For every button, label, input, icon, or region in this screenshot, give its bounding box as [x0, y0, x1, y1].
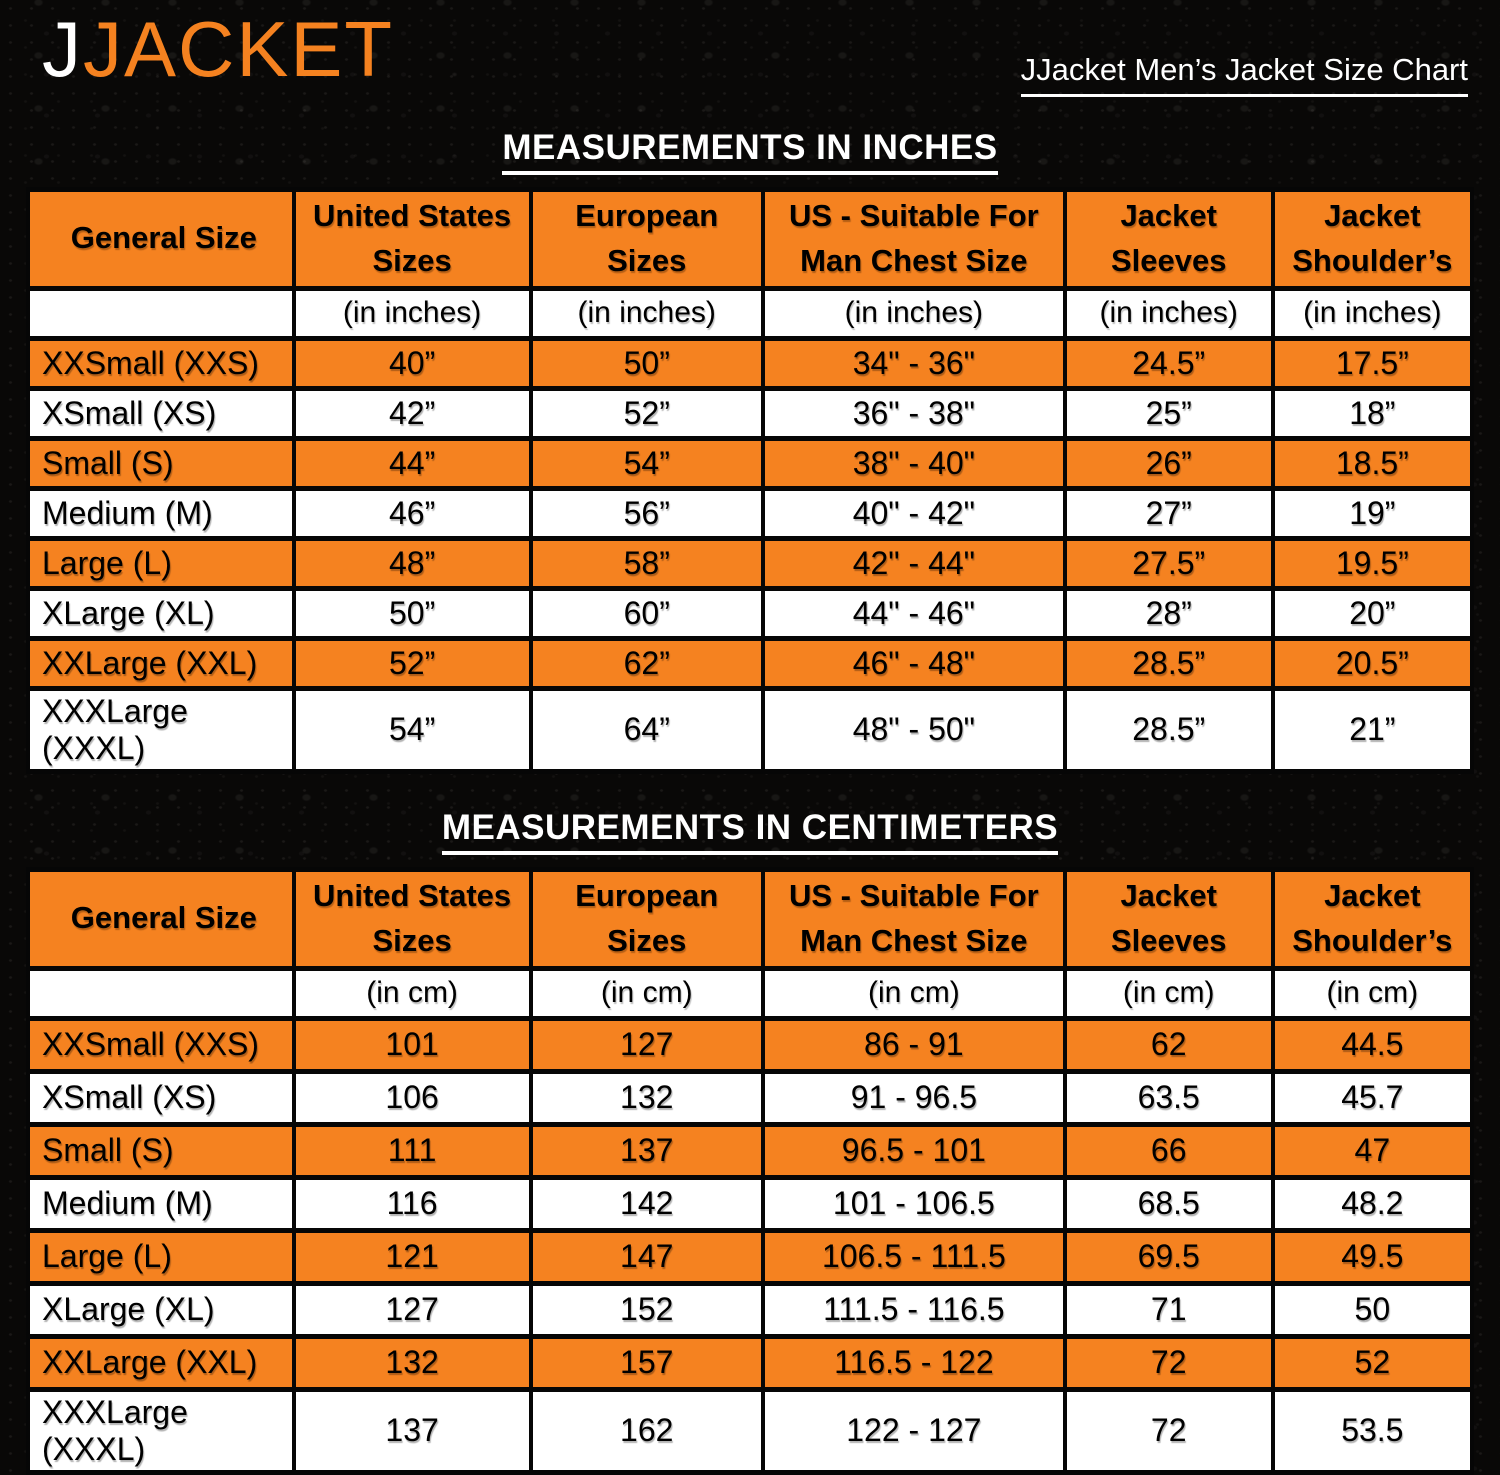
value-cell: 24.5”	[1065, 338, 1273, 388]
value-cell: 53.5	[1273, 1389, 1472, 1472]
value-cell: 18.5”	[1273, 438, 1472, 488]
unit-label-cell: (in inches)	[1273, 288, 1472, 338]
size-label-cell: Small (S)	[28, 1124, 294, 1177]
table-row	[28, 1018, 1472, 1071]
table-row	[28, 538, 1472, 588]
value-cell: 21”	[1273, 688, 1472, 771]
table-row	[28, 1071, 1472, 1124]
value-cell: 142	[531, 1177, 763, 1230]
size-label-cell: XLarge (XL)	[28, 1283, 294, 1336]
value-cell: 127	[531, 1018, 763, 1071]
col-header-chest-size: US - Suitable For Man Chest Size	[763, 869, 1065, 968]
value-cell: 38" - 40"	[763, 438, 1065, 488]
value-cell: 40”	[294, 338, 531, 388]
inches-header-row	[28, 190, 1472, 289]
value-cell: 40" - 42"	[763, 488, 1065, 538]
table-row	[28, 688, 1472, 771]
value-cell: 34" - 36"	[763, 338, 1065, 388]
value-cell: 69.5	[1065, 1230, 1273, 1283]
value-cell: 27”	[1065, 488, 1273, 538]
size-label-cell: XXSmall (XXS)	[28, 338, 294, 388]
size-label-cell: XXXLarge (XXXL)	[28, 1389, 294, 1472]
value-cell: 62”	[531, 638, 763, 688]
table-row	[28, 638, 1472, 688]
brand-logo	[42, 5, 395, 93]
value-cell: 111.5 - 116.5	[763, 1283, 1065, 1336]
value-cell: 132	[531, 1071, 763, 1124]
value-cell: 26”	[1065, 438, 1273, 488]
table-row	[28, 1283, 1472, 1336]
value-cell: 62	[1065, 1018, 1273, 1071]
inches-section-heading	[0, 128, 1500, 175]
cm-unit-row	[28, 968, 1472, 1018]
value-cell: 48" - 50"	[763, 688, 1065, 771]
value-cell: 54”	[294, 688, 531, 771]
size-label-cell: XXXLarge (XXXL)	[28, 688, 294, 771]
value-cell: 121	[294, 1230, 531, 1283]
value-cell: 157	[531, 1336, 763, 1389]
size-label-cell: Medium (M)	[28, 488, 294, 538]
size-label-cell: XSmall (XS)	[28, 1071, 294, 1124]
table-row	[28, 1336, 1472, 1389]
value-cell: 96.5 - 101	[763, 1124, 1065, 1177]
value-cell: 127	[294, 1283, 531, 1336]
inches-unit-row	[28, 288, 1472, 338]
value-cell: 44.5	[1273, 1018, 1472, 1071]
value-cell: 28.5”	[1065, 688, 1273, 771]
cm-size-table	[26, 867, 1474, 1475]
value-cell: 101	[294, 1018, 531, 1071]
unit-label-cell: (in inches)	[1065, 288, 1273, 338]
value-cell: 64”	[531, 688, 763, 771]
table-row	[28, 1230, 1472, 1283]
value-cell: 111	[294, 1124, 531, 1177]
value-cell: 86 - 91	[763, 1018, 1065, 1071]
header	[0, 0, 1500, 116]
cm-section-heading	[0, 808, 1500, 855]
value-cell: 48”	[294, 538, 531, 588]
table-row	[28, 588, 1472, 638]
value-cell: 44”	[294, 438, 531, 488]
size-label-cell: Large (L)	[28, 538, 294, 588]
value-cell: 162	[531, 1389, 763, 1472]
value-cell: 20”	[1273, 588, 1472, 638]
size-label-cell: XXLarge (XXL)	[28, 638, 294, 688]
value-cell: 50	[1273, 1283, 1472, 1336]
value-cell: 106	[294, 1071, 531, 1124]
value-cell: 44" - 46"	[763, 588, 1065, 638]
unit-label-cell: (in inches)	[294, 288, 531, 338]
value-cell: 25”	[1065, 388, 1273, 438]
value-cell: 116.5 - 122	[763, 1336, 1065, 1389]
value-cell: 49.5	[1273, 1230, 1472, 1283]
value-cell: 42" - 44"	[763, 538, 1065, 588]
value-cell: 46”	[294, 488, 531, 538]
value-cell: 28”	[1065, 588, 1273, 638]
value-cell: 52	[1273, 1336, 1472, 1389]
size-label-cell: XLarge (XL)	[28, 588, 294, 638]
size-label-cell: Medium (M)	[28, 1177, 294, 1230]
value-cell: 63.5	[1065, 1071, 1273, 1124]
value-cell: 68.5	[1065, 1177, 1273, 1230]
value-cell: 116	[294, 1177, 531, 1230]
col-header-general-size: General Size	[28, 869, 294, 968]
value-cell: 17.5”	[1273, 338, 1472, 388]
value-cell: 152	[531, 1283, 763, 1336]
table-row	[28, 388, 1472, 438]
inches-size-table	[26, 187, 1474, 774]
value-cell: 36" - 38"	[763, 388, 1065, 438]
col-header-chest-size: US - Suitable For Man Chest Size	[763, 190, 1065, 289]
col-header-jacket-sleeves: Jacket Sleeves	[1065, 190, 1273, 289]
col-header-us-sizes: United States Sizes	[294, 190, 531, 289]
value-cell: 101 - 106.5	[763, 1177, 1065, 1230]
value-cell: 50”	[294, 588, 531, 638]
cm-section-heading-text: MEASUREMENTS IN CENTIMETERS	[442, 808, 1058, 855]
size-label-cell: XXLarge (XXL)	[28, 1336, 294, 1389]
unit-label-cell: (in cm)	[1273, 968, 1472, 1018]
table-row	[28, 1389, 1472, 1472]
value-cell: 106.5 - 111.5	[763, 1230, 1065, 1283]
value-cell: 45.7	[1273, 1071, 1472, 1124]
value-cell: 19.5”	[1273, 538, 1472, 588]
unit-label-cell: (in cm)	[763, 968, 1065, 1018]
cm-header-row	[28, 869, 1472, 968]
value-cell: 46" - 48"	[763, 638, 1065, 688]
unit-label-cell: (in inches)	[763, 288, 1065, 338]
value-cell: 47	[1273, 1124, 1472, 1177]
value-cell: 50”	[531, 338, 763, 388]
col-header-us-sizes: United States Sizes	[294, 869, 531, 968]
inches-section-heading-text: MEASUREMENTS IN INCHES	[502, 128, 997, 175]
col-header-european-sizes: European Sizes	[531, 190, 763, 289]
col-header-jacket-shoulders: Jacket Shoulder’s	[1273, 190, 1472, 289]
size-label-cell: Large (L)	[28, 1230, 294, 1283]
page-title: JJacket Men’s Jacket Size Chart	[1021, 52, 1468, 97]
value-cell: 52”	[531, 388, 763, 438]
col-header-general-size: General Size	[28, 190, 294, 289]
value-cell: 52”	[294, 638, 531, 688]
value-cell: 20.5”	[1273, 638, 1472, 688]
size-label-cell: XSmall (XS)	[28, 388, 294, 438]
unit-empty-cell	[28, 288, 294, 338]
value-cell: 122 - 127	[763, 1389, 1065, 1472]
table-row	[28, 1124, 1472, 1177]
value-cell: 28.5”	[1065, 638, 1273, 688]
value-cell: 137	[294, 1389, 531, 1472]
value-cell: 27.5”	[1065, 538, 1273, 588]
value-cell: 132	[294, 1336, 531, 1389]
size-label-cell: Small (S)	[28, 438, 294, 488]
value-cell: 137	[531, 1124, 763, 1177]
unit-label-cell: (in cm)	[294, 968, 531, 1018]
value-cell: 56”	[531, 488, 763, 538]
table-row	[28, 438, 1472, 488]
col-header-jacket-sleeves: Jacket Sleeves	[1065, 869, 1273, 968]
table-row	[28, 1177, 1472, 1230]
value-cell: 48.2	[1273, 1177, 1472, 1230]
value-cell: 71	[1065, 1283, 1273, 1336]
value-cell: 66	[1065, 1124, 1273, 1177]
value-cell: 72	[1065, 1336, 1273, 1389]
value-cell: 19”	[1273, 488, 1472, 538]
table-row	[28, 338, 1472, 388]
logo-first-letter: J	[42, 5, 83, 93]
value-cell: 58”	[531, 538, 763, 588]
value-cell: 72	[1065, 1389, 1273, 1472]
unit-label-cell: (in inches)	[531, 288, 763, 338]
value-cell: 18”	[1273, 388, 1472, 438]
unit-label-cell: (in cm)	[1065, 968, 1273, 1018]
logo-rest-letters: JACKET	[83, 5, 395, 93]
col-header-jacket-shoulders: Jacket Shoulder’s	[1273, 869, 1472, 968]
size-label-cell: XXSmall (XXS)	[28, 1018, 294, 1071]
value-cell: 91 - 96.5	[763, 1071, 1065, 1124]
unit-label-cell: (in cm)	[531, 968, 763, 1018]
value-cell: 42”	[294, 388, 531, 438]
unit-empty-cell	[28, 968, 294, 1018]
table-row	[28, 488, 1472, 538]
value-cell: 60”	[531, 588, 763, 638]
value-cell: 147	[531, 1230, 763, 1283]
col-header-european-sizes: European Sizes	[531, 869, 763, 968]
value-cell: 54”	[531, 438, 763, 488]
